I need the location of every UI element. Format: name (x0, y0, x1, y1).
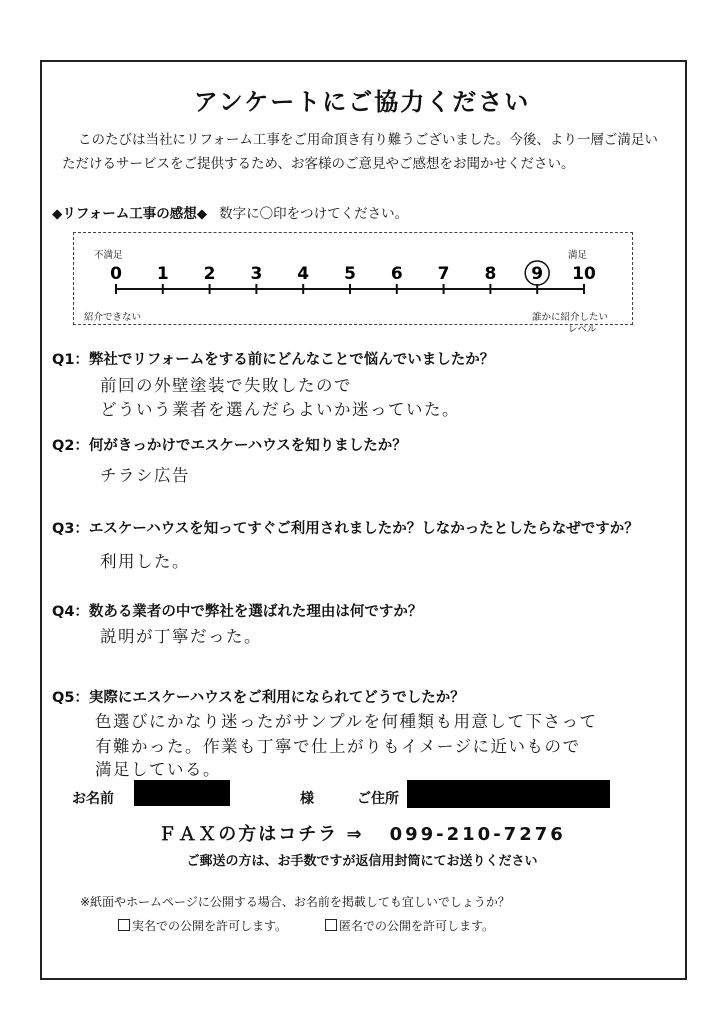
publish-option-anonymous-label: 匿名での公開を許可します。 (339, 919, 495, 933)
q4-answer: 説明が丁寧だった。 (100, 627, 262, 646)
q2-answer: チラシ広告 (100, 466, 190, 485)
scale-label-level: レベル (568, 324, 597, 335)
page-title: アンケートにご協力ください (193, 88, 531, 116)
scale-label-cannot-recommend: 紹介できない (84, 312, 142, 323)
fax-label: ＦＡＸの方はコチラ ⇒ (158, 824, 364, 845)
q3-question: Q3：エスケーハウスを知ってすぐご利用されましたか？しなかったとしたらなぜですか？ (52, 521, 639, 537)
q1-answer-line-2: どういう業者を選んだらよいか迷っていた。 (100, 400, 460, 419)
q1-question: Q1：弊社でリフォームをする前にどんなことで悩んでいましたか？ (52, 352, 495, 368)
q5-question: Q5：実際にエスケーハウスをご利用になられてどうでしたか？ (52, 690, 465, 706)
publish-option-real-label: 実名での公開を許可します。 (132, 919, 288, 933)
publish-question: ※紙面やホームページに公開する場合、お名前を掲載しても宜しいでしょうか？ (80, 895, 510, 909)
rating-heading-label: ◆リフォーム工事の感想◆ (52, 206, 208, 222)
q2-question: Q2：何がきっかけでエスケーハウスを知りましたか？ (52, 438, 407, 454)
rating-scale (74, 233, 634, 326)
scale-label-want-to-recommend: 誰かに紹介したい (532, 312, 609, 323)
scale-label-satisfied: 満足 (568, 250, 588, 261)
scale-number-5[interactable]: 5 (344, 264, 356, 284)
scale-number-8[interactable]: 8 (484, 264, 497, 284)
rating-heading (52, 202, 408, 222)
name-redaction (134, 780, 230, 806)
name-label: お名前 (72, 791, 114, 807)
scale-number-3[interactable]: 3 (250, 264, 263, 284)
q5-answer-line-3: 満足している。 (95, 760, 221, 779)
address-label: ご住所 (357, 791, 399, 807)
scale-label-dissatisfied: 不満足 (94, 250, 123, 261)
fax-number: 099-210-7276 (389, 824, 566, 845)
scale-number-9[interactable]: 9 (531, 264, 544, 284)
scale-number-10[interactable]: 10 (572, 264, 596, 284)
publish-option-real[interactable] (118, 917, 287, 934)
address-redaction (407, 780, 610, 808)
rating-scale-box (73, 232, 633, 335)
mail-note: ご郵送の方は、お手数ですが返信用封筒にてお送りください (186, 854, 538, 869)
q1-answer-line-1: 前回の外壁塗装で失敗したので (100, 376, 352, 395)
scale-number-0[interactable]: 0 (110, 264, 122, 284)
q4-question: Q4：数ある業者の中で弊社を選ばれた理由は何ですか？ (52, 604, 423, 620)
publish-option-anonymous[interactable] (325, 917, 494, 934)
q5-answer-line-2: 有難かった。作業も丁寧で仕上がりもイメージに近いもので (95, 737, 581, 756)
q5-answer-line-1: 色選びにかなり迷ったがサンプルを何種類も用意して下さって (95, 712, 598, 731)
rating-instruction: 数字に〇印をつけてください。 (219, 206, 409, 222)
checkbox-icon[interactable] (325, 919, 337, 931)
intro-line-1: このたびは当社にリフォーム工事をご用命頂き有り難うございました。今後、より一層ご満足い (78, 132, 658, 148)
intro-line-2: ただけるサービスをご提供するため、お客様のご意見やご感想をお聞かせください。 (62, 156, 575, 172)
scale-number-4[interactable]: 4 (297, 264, 310, 284)
scale-number-7[interactable]: 7 (437, 264, 450, 284)
scale-number-6[interactable]: 6 (390, 264, 403, 284)
intro-text (62, 128, 662, 176)
honorific: 様 (300, 791, 314, 807)
checkbox-icon[interactable] (118, 919, 130, 931)
scale-number-1[interactable]: 1 (156, 264, 169, 284)
scale-number-2[interactable]: 2 (203, 264, 216, 284)
fax-line (0, 820, 724, 846)
q3-answer: 利用した。 (100, 552, 190, 571)
